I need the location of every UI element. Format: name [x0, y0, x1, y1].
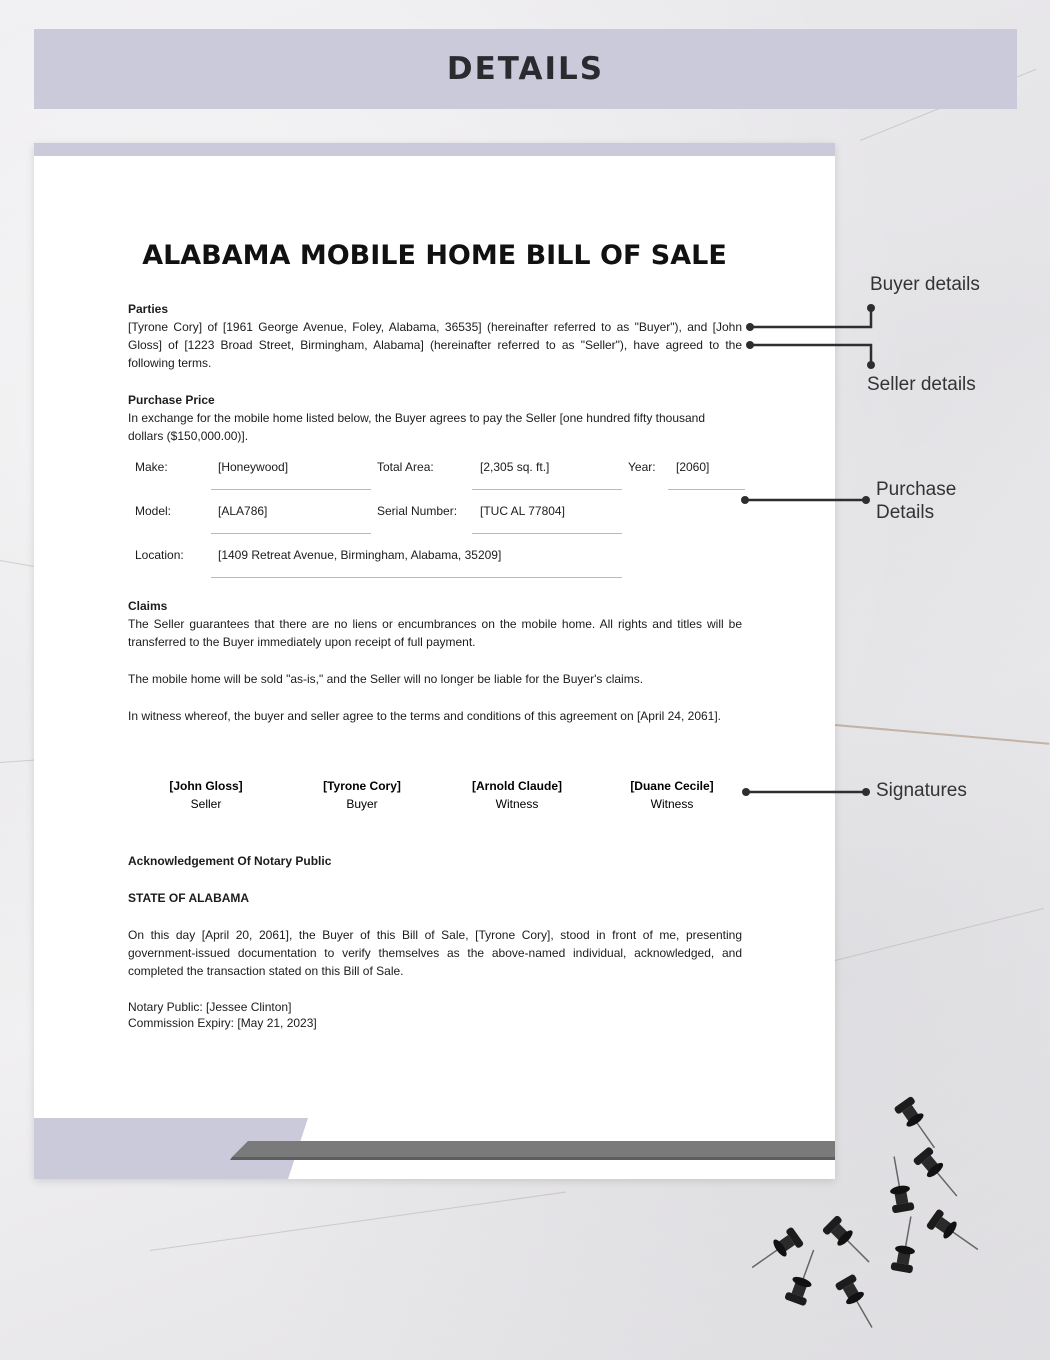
- callout-purchase-line-2: Details: [876, 502, 935, 523]
- claims-paragraph-1: The Seller guarantees that there are no liens or encumbrances on the mobile home. All rights and titles will be transferred to the Buyer immediately upon receipt of full payment.: [128, 617, 742, 649]
- notary-heading: Acknowledgement Of Notary Public: [128, 854, 332, 868]
- location-label: Location:: [135, 548, 184, 562]
- signature-role: Witness: [495, 797, 539, 811]
- signature-name: [Duane Cecile]: [630, 779, 714, 793]
- connector-dot: [862, 496, 870, 504]
- make-value: [Honeywood]: [218, 460, 289, 474]
- buyer-connector-line: [750, 308, 871, 327]
- callout-purchase-line-1: Purchase: [876, 479, 957, 500]
- parties-heading: Parties: [128, 302, 169, 316]
- connector-dot: [867, 361, 875, 369]
- signature-role: Buyer: [346, 797, 378, 811]
- notary-public-line: Notary Public: [Jessee Clinton]: [128, 1000, 292, 1014]
- claims-paragraph-2: The mobile home will be sold "as-is," and the Seller will no longer be liable for the Buyer's claims.: [128, 672, 644, 686]
- connector-dot: [862, 788, 870, 796]
- claims-heading: Claims: [128, 599, 168, 613]
- model-label: Model:: [135, 504, 172, 518]
- connector-dot: [867, 304, 875, 312]
- push-pin-icon: [784, 1246, 824, 1306]
- callout-seller-details: Seller details: [867, 374, 976, 395]
- signature-role: Seller: [190, 797, 222, 811]
- connector-dot: [746, 323, 754, 331]
- push-pin-icon: [822, 1215, 877, 1270]
- seller-connector-line: [750, 345, 871, 365]
- total-area-value: [2,305 sq. ft.]: [480, 460, 550, 474]
- page-title: DETAILS: [446, 51, 605, 87]
- signature-name: [Tyrone Cory]: [323, 779, 401, 793]
- push-pins-decoration: [740, 1090, 1000, 1330]
- callout-signatures: Signatures: [876, 780, 967, 801]
- total-area-label: Total Area:: [377, 460, 434, 474]
- claims-paragraph-3: In witness whereof, the buyer and seller agree to the terms and conditions of this agreement on [April 24, 2061].: [128, 709, 722, 723]
- notary-state: STATE OF ALABAMA: [128, 891, 250, 905]
- push-pin-icon: [883, 1155, 914, 1214]
- signature-name: [Arnold Claude]: [472, 779, 562, 793]
- callout-purchase-details: [876, 478, 956, 524]
- connector-dot: [742, 788, 750, 796]
- push-pin-icon: [926, 1208, 984, 1258]
- serial-number-value: [TUC AL 77804]: [480, 504, 565, 518]
- push-pin-icon: [893, 1096, 943, 1154]
- model-value: [ALA786]: [218, 504, 268, 518]
- make-label: Make:: [135, 460, 168, 474]
- signature-name: [John Gloss]: [169, 779, 243, 793]
- purchase-price-text: In exchange for the mobile home listed below, the Buyer agrees to pay the Seller [one hundred fifty thousand dollars ($150,000.00)].: [128, 411, 706, 443]
- push-pin-icon: [746, 1226, 804, 1276]
- signature-role: Witness: [650, 797, 694, 811]
- connector-dot: [741, 496, 749, 504]
- year-value: [2060]: [676, 460, 710, 474]
- purchase-price-heading: Purchase Price: [128, 393, 215, 407]
- callout-buyer-details: Buyer details: [870, 274, 980, 295]
- push-pin-icon: [890, 1215, 921, 1274]
- push-pin-icon: [834, 1273, 881, 1330]
- document-title: ALABAMA MOBILE HOME BILL OF SALE: [142, 240, 727, 271]
- serial-number-label: Serial Number:: [377, 504, 458, 518]
- year-label: Year:: [628, 460, 656, 474]
- notary-text: On this day [April 20, 2061], the Buyer of this Bill of Sale, [Tyrone Cory], stood in front of me, presenting government-issued documentation to verify themselves as the above-named individual, acknowledged, and completed the transaction stated on this Bill of Sale.: [128, 928, 742, 978]
- commission-expiry-line: Commission Expiry: [May 21, 2023]: [128, 1016, 317, 1030]
- parties-text: [Tyrone Cory] of [1961 George Avenue, Foley, Alabama, 36535] (hereinafter referred to as "Buyer"), and [John Gloss] of [1223 Broad Street, Birmingham, Alabama] (hereinafter referred to as "Seller"), have agreed to the following terms.: [128, 320, 742, 370]
- connector-dot: [746, 341, 754, 349]
- push-pin-icon: [912, 1146, 965, 1203]
- location-value: [1409 Retreat Avenue, Birmingham, Alabama, 35209]: [218, 548, 502, 562]
